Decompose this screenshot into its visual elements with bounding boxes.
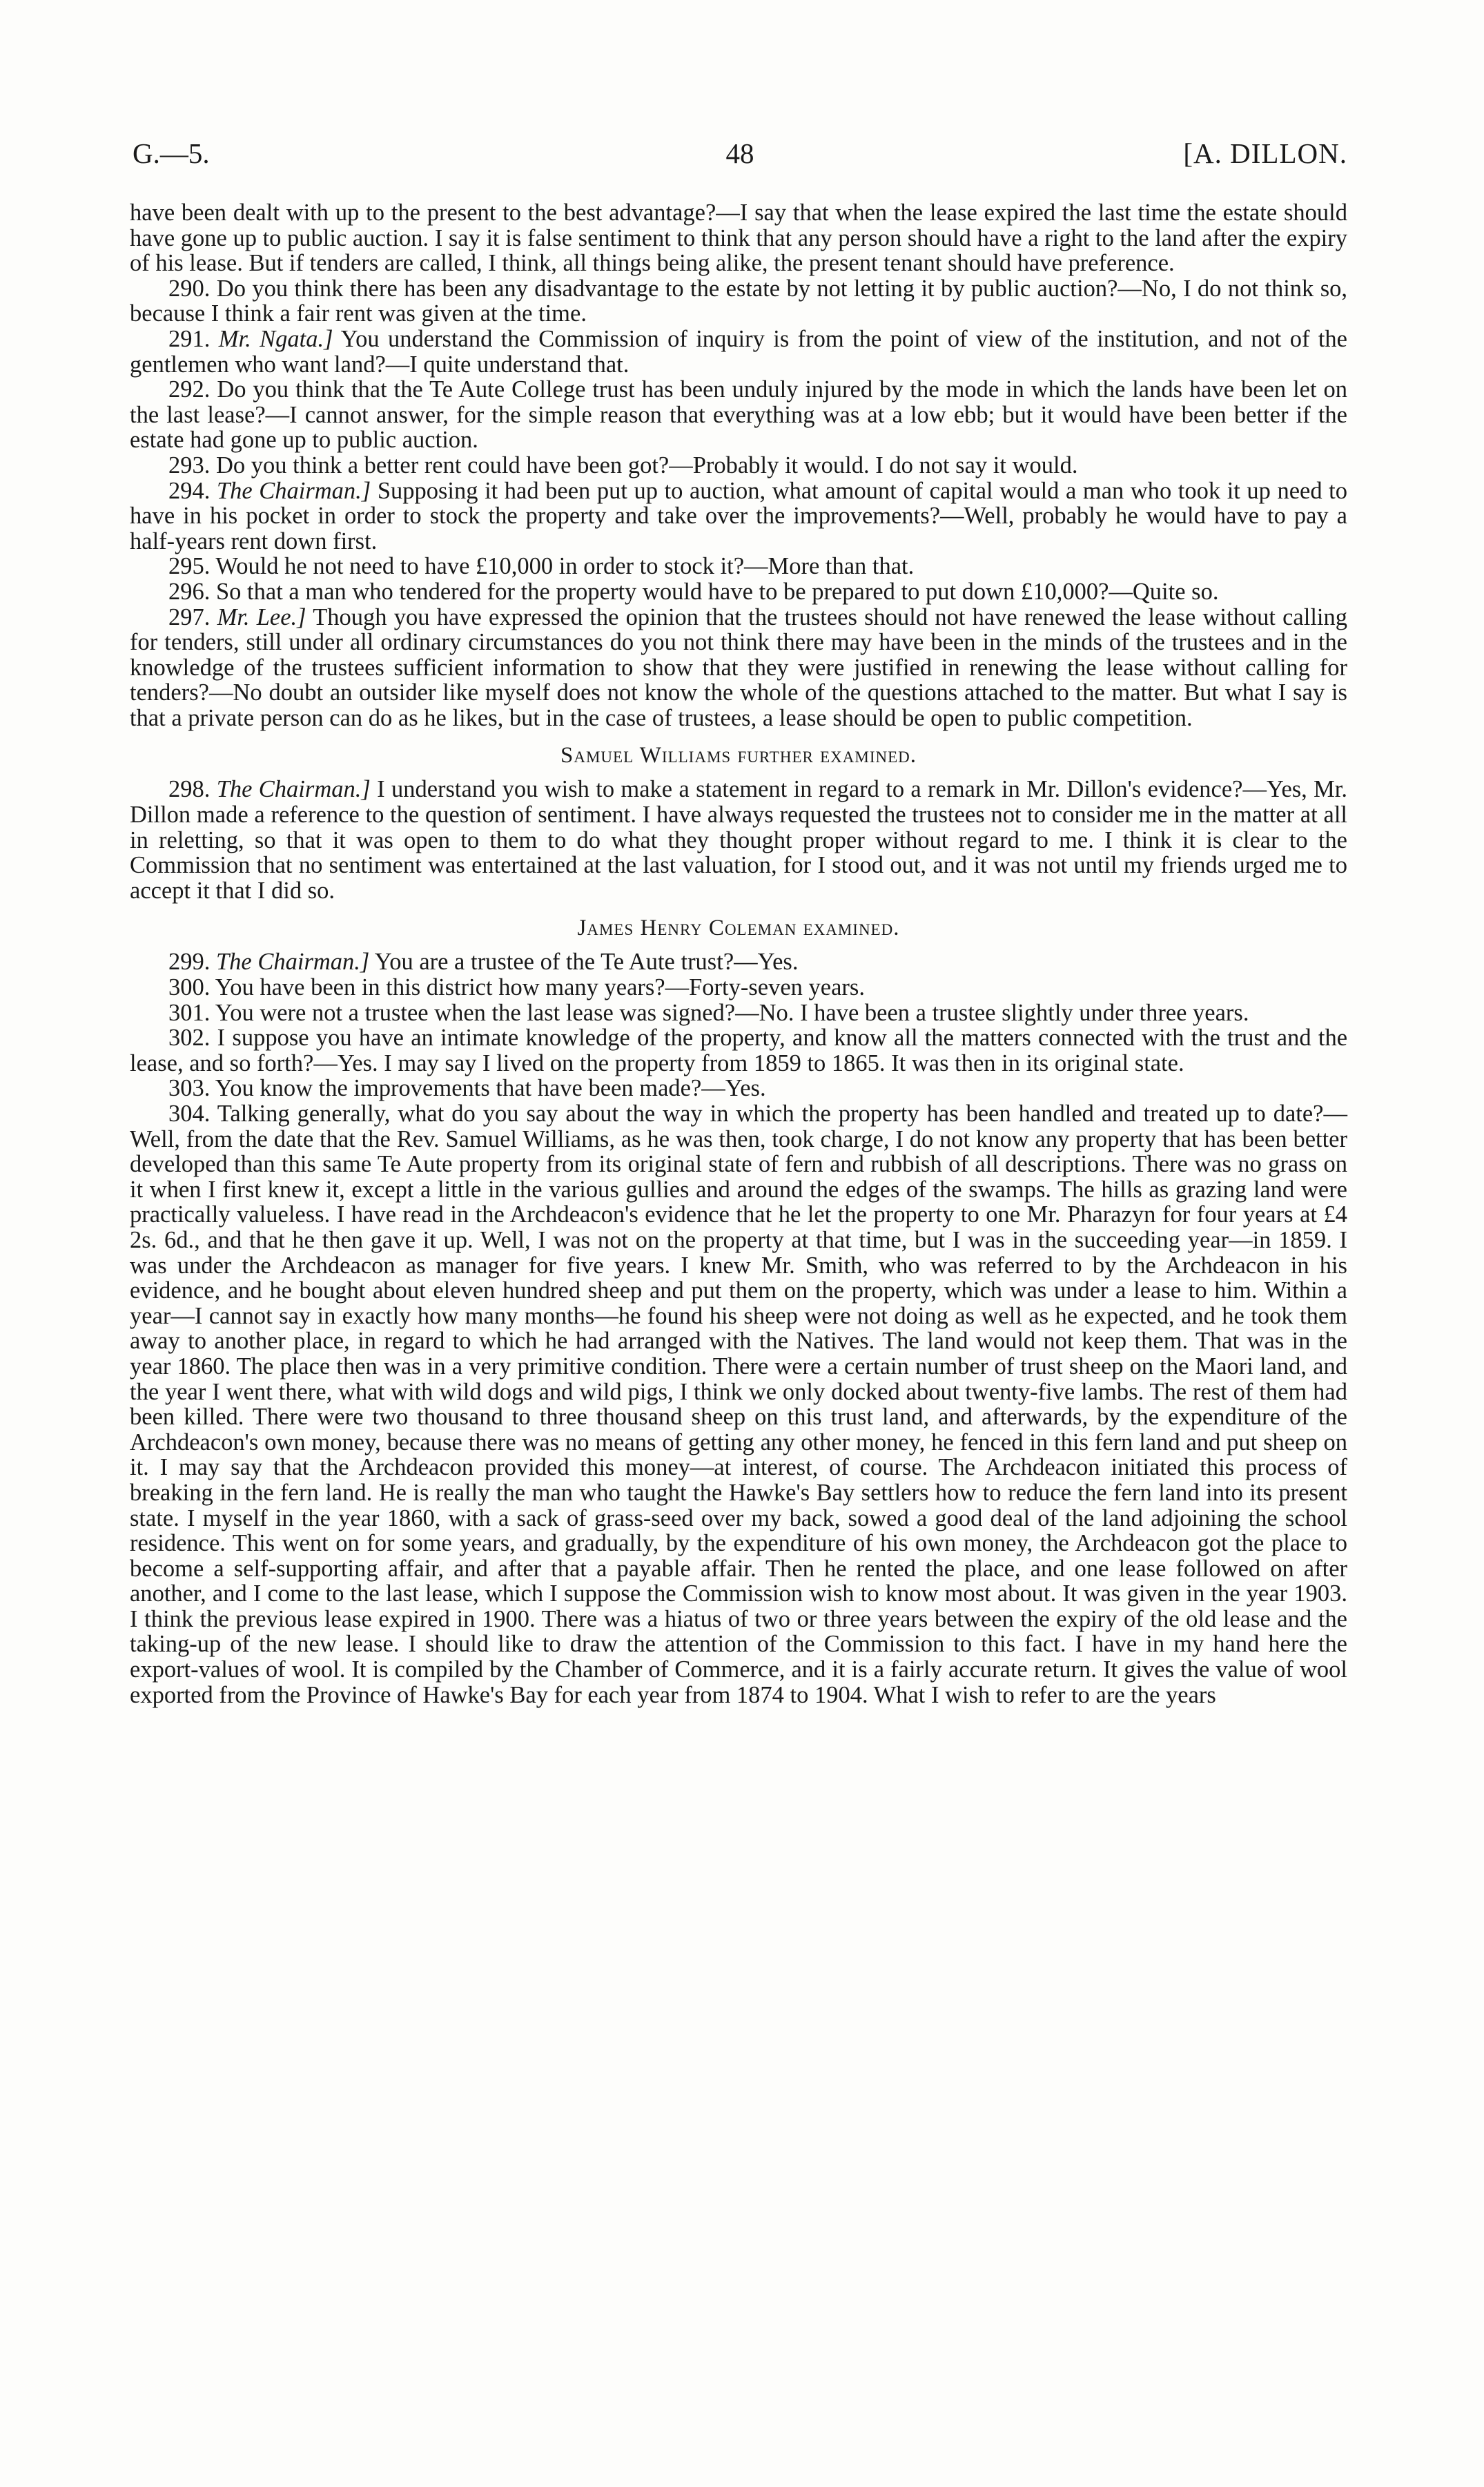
speaker-label: The Chairman.] xyxy=(216,949,370,976)
question-number: 300. xyxy=(168,974,211,1001)
paragraph-text: You have been in this district how many years?—Forty-seven years. xyxy=(215,974,865,1001)
document-body xyxy=(130,200,1347,1707)
paragraph xyxy=(130,975,1347,1000)
paragraph-text: You know the improvements that have been made?—Yes. xyxy=(215,1075,766,1102)
paragraph xyxy=(130,579,1347,605)
question-number: 301. xyxy=(168,999,211,1026)
paragraph-text: Would he not need to have £10,000 in order to stock it?—More than that. xyxy=(215,553,915,580)
paragraph xyxy=(130,453,1347,478)
paragraph xyxy=(130,777,1347,903)
question-number: 295. xyxy=(168,553,211,580)
paragraph xyxy=(130,949,1347,975)
paragraph-text: You understand the Commission of inquiry is from the point of view of the institution, and not of the gentlemen who want land?—I quite understand that. xyxy=(130,325,1347,378)
paragraph xyxy=(130,327,1347,377)
question-number: 294. xyxy=(168,477,211,504)
section-heading-coleman: James Henry Coleman examined. xyxy=(577,916,900,941)
paragraph xyxy=(130,1101,1347,1707)
speaker-label: Mr. Lee.] xyxy=(217,603,306,630)
page-header xyxy=(133,133,1347,174)
paragraph xyxy=(130,200,1347,276)
speaker-label: The Chairman.] xyxy=(216,477,371,504)
paragraph-text: Do you think there has been any disadvantage to the estate by not letting it by public auction?—No, I do not think so, because I think a fair rent was given at the time. xyxy=(130,275,1347,327)
paragraph-text: So that a man who tendered for the property would have to be prepared to put down £10,000?—Quite so. xyxy=(216,578,1219,605)
question-number: 292. xyxy=(168,376,211,403)
speaker-label: Mr. Ngata.] xyxy=(218,325,333,352)
section-dillon xyxy=(130,200,1347,730)
paragraph xyxy=(130,1076,1347,1101)
question-number: 303. xyxy=(168,1075,211,1102)
paragraph xyxy=(130,377,1347,453)
paragraph xyxy=(130,1000,1347,1026)
question-number: 298. xyxy=(168,776,211,803)
question-number: 299. xyxy=(168,949,211,976)
question-number: 290. xyxy=(168,275,211,302)
section-williams xyxy=(130,777,1347,903)
question-number: 304. xyxy=(168,1101,211,1127)
paragraph xyxy=(130,554,1347,579)
question-number: 302. xyxy=(168,1025,211,1052)
paragraph-text: have been dealt with up to the present to the best advantage?—I say that when the lease expired the last time the estate should have gone up to public auction. I say it is false sentiment to think that any person should have a right to the land after the expiry of his lease. But if tenders are called, I think, all things being alike, the present tenant should have preference. xyxy=(130,200,1347,277)
section-heading-williams: Samuel Williams further examined. xyxy=(560,743,917,768)
witness-name: [A. DILLON. xyxy=(1183,137,1347,169)
paragraph-text: Though you have expressed the opinion that the trustees should not have renewed the lease without calling for tenders, still under all ordinary circumstances do you not think there may have been in the minds of the trustees and in the knowledge of the trustees sufficient information to show that they were justified in renewing the lease without calling for tenders?—No doubt an outsider like myself does not know the whole of the questions attached to the matter. But what I say is that a private person can do as he likes, but in the case of trustees, a lease should be open to public competition. xyxy=(130,603,1347,731)
speaker-label: The Chairman.] xyxy=(216,776,371,803)
document-code: G.—5. xyxy=(133,137,210,169)
question-number: 297. xyxy=(168,603,211,630)
paragraph-text: You were not a trustee when the last lease was signed?—No. I have been a trustee slightly under three years. xyxy=(215,999,1249,1026)
paragraph-text: Supposing it had been put up to auction, what amount of capital would a man who took it up need to have in his pocket in order to stock the property and take over the improvements?—Well, probably he would have to pay a half-years rent down first. xyxy=(130,477,1348,554)
question-number: 293. xyxy=(168,452,211,478)
section-coleman xyxy=(130,949,1347,1707)
paragraph-text: I suppose you have an intimate knowledge of the property, and know all the matters connected with the trust and the lease, and so forth?—Yes. I may say I lived on the property from 1859 to 1865. It was then in its original state. xyxy=(130,1025,1348,1076)
paragraph xyxy=(130,276,1347,327)
paragraph-text: Talking generally, what do you say about the way in which the property has been handled and treated up to date?—Well, from the date that the Rev. Samuel Williams, as he was then, took charge, I do not know any property that has been better developed than this same Te Aute property from its original state of fern and rubbish of all descriptions. There was no grass on it when I first knew it, except a little in the various gullies and around the edges of the swamps. The hills as grazing land were practically valueless. I have read in the Archdeacon's evidence that he let the property to one Mr. Pharazyn for four years at £4 2s. 6d., and that he then gave it up. Well, I was not on the property at that time, but I was in the succeeding year—in 1859. I was under the Archdeacon as manager for five years. I knew Mr. Smith, who was referred to by the Archdeacon in his evidence, and he bought about eleven hundred sheep and put them on the property, which was under a lease to him. Within a year—I cannot say in exactly how many months—he found his sheep were not doing as well as he expected, and he took them away to another place, in regard to which he had arranged with the Natives. The land would not keep them. That was in the year 1860. The place then was in a very primitive condition. There were a certain number of trust sheep on the Maori land, and the year I went there, what with wild dogs and wild pigs, I think we only docked about twenty-five lambs. The rest of them had been killed. There were two thousand to three thousand sheep on this trust land, and afterwards, by the expenditure of the Archdeacon's own money, because there was no means of getting any other money, he fenced in this fern land and put sheep on it. I may say that the Archdeacon provided this money—at interest, of course. The Archdeacon initiated this process of breaking in the fern land. He is really the man who taught the Hawke's Bay settlers how to reduce the fern land into its present state. I myself in the year 1860, with a sack of grass-seed over my back, sowed a good deal of the land adjoining the school residence. This went on for some years, and gradually, by the expenditure of his own money, the Archdeacon got the place to become a self-supporting affair, and after that a payable affair. Then he rented the place, and one lease followed on after another, and I come to the last lease, which I suppose the Commission wish to know most about. It was given in the year 1903. I think the previous lease expired in 1900. There was a hiatus of two or three years between the expiry of the old lease and the taking-up of the new lease. I should like to draw the attention of the Commission to this fact. I have in my hand here the export-values of wool. It is compiled by the Chamber of Commerce, and it is a fairly accurate return. It gives the value of wool exported from the Province of Hawke's Bay for each year from 1874 to 1904. What I wish to refer to are the years xyxy=(130,1101,1347,1708)
question-number: 291. xyxy=(168,325,211,352)
paragraph-text: Do you think a better rent could have been got?—Probably it would. I do not say it would. xyxy=(216,452,1078,478)
paragraph xyxy=(130,1025,1347,1076)
paragraph-text: You are a trustee of the Te Aute trust?—Yes. xyxy=(374,949,799,976)
paragraph xyxy=(130,478,1347,554)
paragraph xyxy=(130,605,1347,731)
question-number: 296. xyxy=(168,578,211,605)
page-number: 48 xyxy=(725,137,754,169)
paragraph-text: Do you think that the Te Aute College trust has been unduly injured by the mode in which the lands have been let on the last lease?—I cannot answer, for the simple reason that everything was at a low ebb; but it would have been better if the estate had gone up to public auction. xyxy=(130,376,1347,454)
paragraph-text: I understand you wish to make a statement in regard to a remark in Mr. Dillon's evidence?—Yes, Mr. Dillon made a reference to the question of sentiment. I have always requested the trustees not to consider me in the matter at all in reletting, so that it was open to them to do what they thought proper without regard to me. I think it is clear to the Commission that no sentiment was entertained at the last valuation, for I stood out, and it was not until my friends urged me to accept it that I did so. xyxy=(130,776,1348,904)
